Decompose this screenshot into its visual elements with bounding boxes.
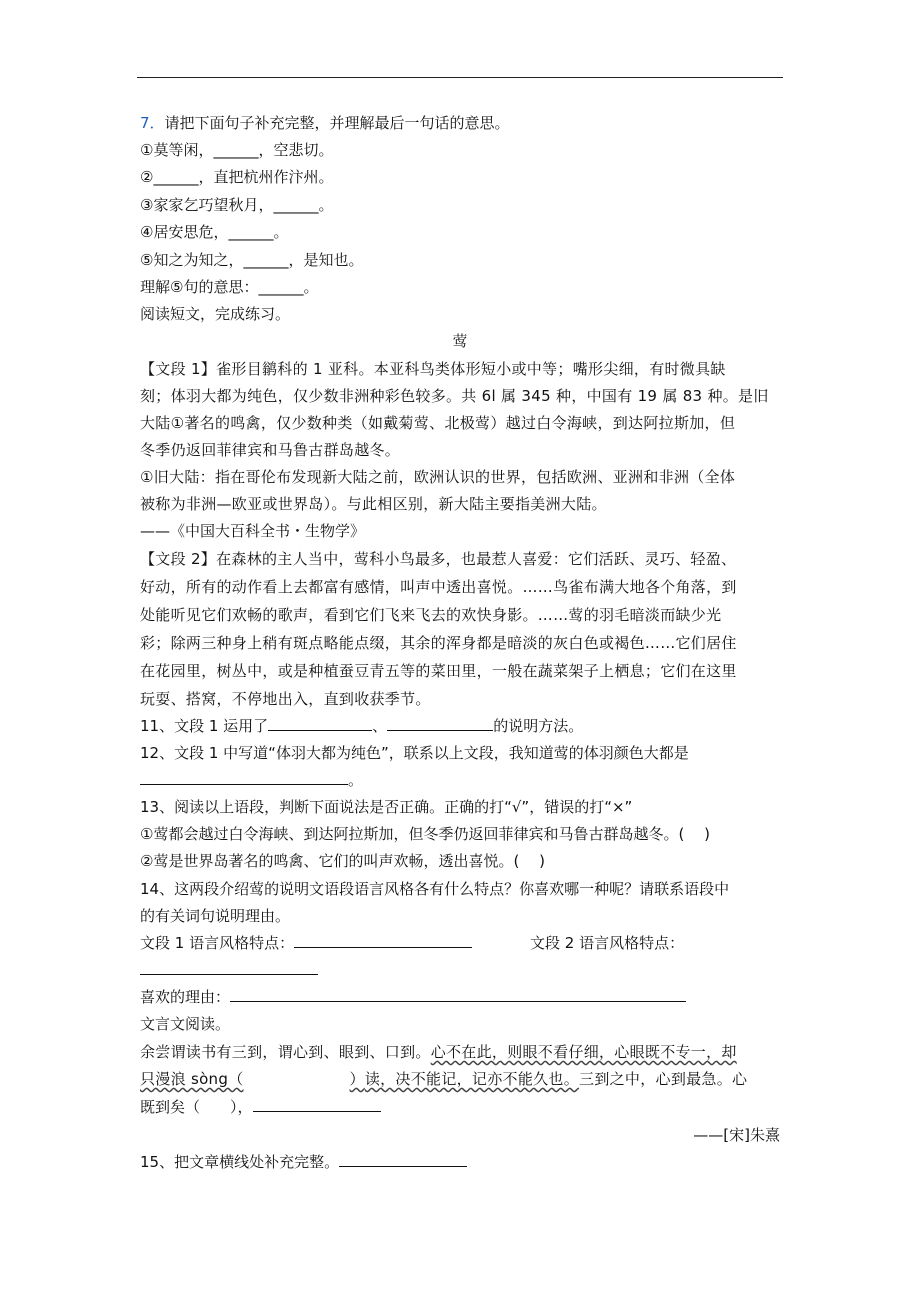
fill-paren[interactable]: 既到矣（ ）， [140, 1098, 253, 1116]
answer-blank[interactable]: ______ [228, 223, 274, 241]
answer-blank[interactable] [140, 960, 318, 975]
passage2-line: 【文段 2】在森林的主人当中，莺科小鸟最多，也最惹人喜爱：它们活跃、灵巧、轻盈、 [140, 550, 737, 568]
answer-blank[interactable]: ______ [273, 196, 319, 214]
q12-line2: 。 [140, 770, 363, 790]
footnote-line: 被称为非洲—欧亚或世界岛）。与此相区别，新大陆主要指美洲大陆。 [140, 495, 607, 513]
answer-blank[interactable] [339, 1152, 467, 1167]
q7-item-4: ④居安思危，______。 [140, 223, 289, 241]
q13-statement-1[interactable]: ①莺都会越过白令海峡、到达阿拉斯加，但冬季仍返回菲律宾和马鲁古群岛越冬。( ) [140, 825, 710, 843]
classical-intro: 文言文阅读。 [140, 1015, 231, 1033]
passage1-source: ——《中国大百科全书・生物学》 [140, 522, 366, 540]
passage1-line: 冬季仍返回菲律宾和马鲁古群岛越冬。 [140, 441, 401, 459]
answer-blank[interactable]: ______ [258, 278, 304, 296]
classical-line: 只漫浪 sòng（ ）读，决不能记，记亦不能久也。三到之中，心到最急。心 [140, 1070, 748, 1088]
footnote-line: ①旧大陆：指在哥伦布发现新大陆之前，欧洲认识的世界，包括欧洲、亚洲和非洲（全体 [140, 468, 736, 486]
q14-style1: 文段 1 语言风格特点： [140, 933, 472, 953]
answer-blank[interactable] [294, 933, 472, 948]
q7-number: 7． [140, 114, 165, 132]
author: ——[宋]朱熹 [693, 1126, 780, 1144]
passage-title: 莺 [452, 332, 468, 350]
q14-line2: 的有关词句说明理由。 [140, 907, 291, 925]
q13-statement-2[interactable]: ②莺是世界岛著名的鸣禽、它们的叫声欢畅，透出喜悦。( ) [140, 852, 545, 870]
q14-line1: 14、这两段介绍莺的说明文语段语言风格各有什么特点？你喜欢哪一种呢？请联系语段中 [140, 880, 730, 898]
q15: 15、把文章横线处补充完整。 [140, 1152, 467, 1172]
q7-item-2: ②______，直把杭州作汴州。 [140, 168, 334, 186]
passage1-line: 刻；体羽大都为纯色，仅少数非洲种彩色较多。共 6l 属 345 种，中国有 19 属 83 种。是旧 [140, 387, 769, 405]
q14-style2: 文段 2 语言风格特点： [530, 934, 685, 952]
passage1-line: 【文段 1】雀形目鹟科的 1 亚科。本亚科鸟类体形短小或中等；嘴形尖细，有时微具缺 [140, 360, 726, 378]
passage2-line: 玩耍、搭窝，不停地出入，直到收获季节。 [140, 690, 431, 708]
answer-blank[interactable] [140, 770, 348, 785]
answer-blank[interactable]: ______ [153, 168, 199, 186]
q14-reason: 喜欢的理由： [140, 987, 686, 1007]
q7-item-1: ①莫等闲，______，空悲切。 [140, 141, 334, 159]
classical-line [140, 1097, 381, 1117]
answer-blank[interactable]: ______ [213, 141, 259, 159]
answer-blank[interactable] [230, 987, 686, 1002]
header-rule [137, 77, 783, 78]
passage2-line: 彩；除两三种身上稍有斑点略能点缀，其余的浑身都是暗淡的灰白色或褐色……它们居住 [140, 634, 737, 652]
q12-line1: 12、文段 1 中写道“体羽大都为纯色”，联系以上文段，我知道莺的体羽颜色大都是 [140, 744, 689, 762]
q11: 11、文段 1 运用了 、 的说明方法。 [140, 717, 584, 735]
passage2-line: 在花园里，树丛中，或是种植蚕豆青五等的菜田里，一般在蔬菜架子上栖息；它们在这里 [140, 662, 737, 680]
passage2-line: 处能听见它们欢畅的歌声，看到它们飞来飞去的欢快身影。……莺的羽毛暗淡而缺少光 [140, 606, 722, 624]
passage1-line: 大陆①著名的鸣禽，仅少数种类（如戴菊莺、北极莺）越过白令海峡，到达阿拉斯加，但 [140, 414, 736, 432]
q7-meaning: 理解⑤句的意思：______。 [140, 278, 319, 296]
q7-prompt: 7．请把下面句子补充完整，并理解最后一句话的意思。 [140, 114, 510, 132]
q7-item-3: ③家家乞巧望秋月，______。 [140, 196, 334, 214]
q7-item-5: ⑤知之为知之，______，是知也。 [140, 251, 364, 269]
answer-blank[interactable] [268, 716, 372, 731]
answer-blank[interactable]: ______ [243, 251, 289, 269]
q13-prompt: 13、阅读以上语段，判断下面说法是否正确。正确的打“√”，错误的打“×” [140, 798, 633, 816]
answer-blank[interactable] [387, 716, 493, 731]
reading-intro: 阅读短文，完成练习。 [140, 305, 291, 323]
q14-style2-answer [140, 960, 318, 980]
classical-line: 余尝谓读书有三到，谓心到、眼到、口到。心不在此，则眼不看仔细，心眼既不专一，却 [140, 1043, 737, 1061]
answer-blank[interactable] [253, 1097, 381, 1112]
passage2-line: 好动，所有的动作看上去都富有感情，叫声中透出喜悦。……鸟雀布满大地各个角落，到 [140, 578, 737, 596]
